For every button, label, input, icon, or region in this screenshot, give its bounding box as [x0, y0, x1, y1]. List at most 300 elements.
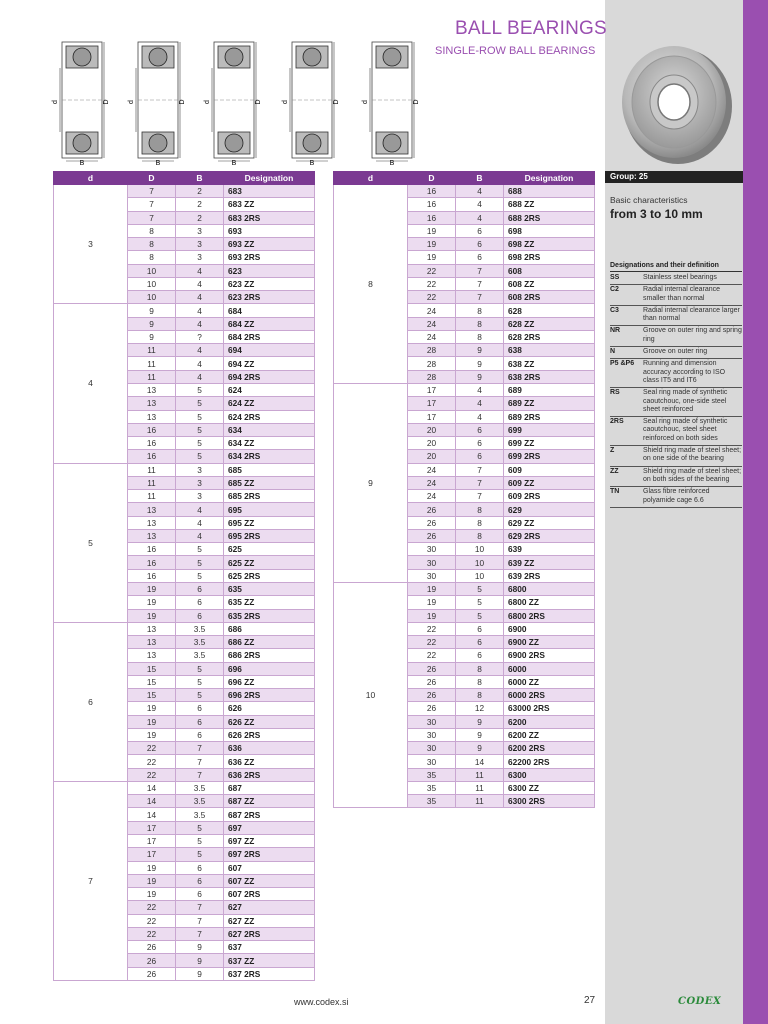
width-cell: 11 [456, 768, 504, 781]
width-cell: 8 [456, 689, 504, 702]
outer-diameter-cell: 30 [408, 755, 456, 768]
designation-cell: 639 [504, 543, 595, 556]
outer-diameter-cell: 16 [128, 543, 176, 556]
width-cell: 3.5 [176, 781, 224, 794]
designation-cell: 687 ZZ [224, 795, 315, 808]
designation-cell: 624 [224, 383, 315, 396]
designation-cell: 688 ZZ [504, 198, 595, 211]
designation-cell: 6000 [504, 662, 595, 675]
designation-code: NR [610, 327, 621, 335]
designation-cell: 625 ZZ [224, 556, 315, 569]
width-cell: 4 [176, 357, 224, 370]
designation-cell: 635 [224, 582, 315, 595]
width-cell: 7 [176, 914, 224, 927]
outer-diameter-cell: 22 [408, 649, 456, 662]
width-cell: 5 [176, 675, 224, 688]
designation-cell: 6300 ZZ [504, 781, 595, 794]
width-cell: 4 [456, 211, 504, 224]
width-cell: 9 [456, 742, 504, 755]
designation-cell: 626 2RS [224, 728, 315, 741]
width-cell: ? [176, 330, 224, 343]
outer-diameter-cell: 14 [128, 781, 176, 794]
label-B: B [155, 160, 161, 166]
width-cell: 5 [176, 410, 224, 423]
designation-item [610, 446, 742, 467]
bearing-drawing-5 [362, 42, 420, 166]
outer-diameter-cell: 13 [128, 397, 176, 410]
outer-diameter-cell: 14 [128, 795, 176, 808]
designation-cell: 688 2RS [504, 211, 595, 224]
outer-diameter-cell: 22 [128, 755, 176, 768]
page-title: BALL BEARINGS [455, 18, 607, 39]
width-cell: 14 [456, 755, 504, 768]
outer-diameter-cell: 30 [408, 543, 456, 556]
outer-diameter-cell: 30 [408, 556, 456, 569]
designation-cell: 684 ZZ [224, 317, 315, 330]
width-cell: 9 [456, 357, 504, 370]
outer-diameter-cell: 20 [408, 437, 456, 450]
designation-item [610, 359, 742, 388]
outer-diameter-cell: 13 [128, 636, 176, 649]
width-cell: 10 [456, 556, 504, 569]
outer-diameter-cell: 26 [408, 702, 456, 715]
width-cell: 7 [176, 901, 224, 914]
width-cell: 5 [176, 569, 224, 582]
designation-cell: 697 ZZ [224, 835, 315, 848]
width-cell: 6 [456, 423, 504, 436]
designation-definition: Seal ring made of synthetic caoutchouc, one-side steel sheet reinforced [643, 389, 728, 413]
outer-diameter-cell: 24 [408, 476, 456, 489]
width-cell: 6 [176, 728, 224, 741]
designation-cell: 696 ZZ [224, 675, 315, 688]
outer-diameter-cell: 14 [128, 808, 176, 821]
designation-cell: 628 [504, 304, 595, 317]
bearing-photo [618, 40, 738, 168]
outer-diameter-cell: 13 [128, 622, 176, 635]
designation-cell: 634 [224, 423, 315, 436]
outer-diameter-cell: 19 [408, 609, 456, 622]
table-row [54, 622, 315, 635]
outer-diameter-cell: 35 [408, 781, 456, 794]
table-row [54, 463, 315, 476]
designation-cell: 627 [224, 901, 315, 914]
outer-diameter-cell: 26 [128, 954, 176, 967]
designations-list [610, 273, 742, 508]
basic-characteristics-label: Basic characteristics [610, 195, 688, 205]
outer-diameter-cell: 26 [408, 662, 456, 675]
designation-cell: 6200 ZZ [504, 728, 595, 741]
designation-cell: 693 2RS [224, 251, 315, 264]
outer-diameter-cell: 19 [128, 702, 176, 715]
designation-cell: 637 [224, 941, 315, 954]
table-row [334, 185, 595, 198]
designation-cell: 635 ZZ [224, 596, 315, 609]
width-cell: 5 [176, 423, 224, 436]
designation-cell: 6800 2RS [504, 609, 595, 622]
outer-diameter-cell: 26 [128, 967, 176, 980]
width-cell: 6 [456, 437, 504, 450]
width-cell: 7 [456, 264, 504, 277]
width-cell: 3 [176, 476, 224, 489]
width-cell: 4 [456, 198, 504, 211]
designation-cell: 625 [224, 543, 315, 556]
outer-diameter-cell: 19 [408, 251, 456, 264]
designation-cell: 696 2RS [224, 689, 315, 702]
width-cell: 3.5 [176, 649, 224, 662]
brand-logo: CODEX [678, 996, 722, 1007]
width-cell: 6 [456, 238, 504, 251]
outer-diameter-cell: 16 [128, 569, 176, 582]
designation-cell: 6900 2RS [504, 649, 595, 662]
designation-code: TN [610, 488, 620, 496]
width-cell: 8 [456, 516, 504, 529]
designation-cell: 607 2RS [224, 888, 315, 901]
designation-cell: 623 [224, 264, 315, 277]
outer-diameter-cell: 19 [408, 224, 456, 237]
width-cell: 9 [176, 967, 224, 980]
designation-cell: 636 2RS [224, 768, 315, 781]
designation-cell: 636 [224, 742, 315, 755]
width-cell: 5 [176, 689, 224, 702]
designation-cell: 62200 2RS [504, 755, 595, 768]
outer-diameter-cell: 11 [128, 490, 176, 503]
designation-definition: Groove on outer ring and spring ring [643, 327, 742, 343]
width-cell: 9 [456, 715, 504, 728]
bearing-table-right [333, 171, 595, 808]
width-cell: 7 [456, 291, 504, 304]
designation-cell: 688 [504, 185, 595, 198]
width-cell: 7 [176, 755, 224, 768]
designation-cell: 687 2RS [224, 808, 315, 821]
designation-definition: Shield ring made of steel sheet; on one side of the bearing [643, 447, 742, 463]
designation-cell: 686 [224, 622, 315, 635]
col-header-D: D [408, 172, 456, 185]
designation-cell: 6200 2RS [504, 742, 595, 755]
width-cell: 6 [176, 888, 224, 901]
width-cell: 9 [176, 954, 224, 967]
label-d: d [52, 100, 59, 104]
width-cell: 12 [456, 702, 504, 715]
designation-cell: 686 ZZ [224, 636, 315, 649]
designation-code: RS [610, 389, 620, 397]
outer-diameter-cell: 16 [408, 198, 456, 211]
outer-diameter-cell: 24 [408, 317, 456, 330]
col-header-designation: Designation [504, 172, 595, 185]
bearing-drawings [50, 38, 430, 166]
bearing-table-left [53, 171, 315, 981]
outer-diameter-cell: 8 [128, 224, 176, 237]
width-cell: 5 [176, 662, 224, 675]
designation-cell: 694 ZZ [224, 357, 315, 370]
outer-diameter-cell: 28 [408, 357, 456, 370]
width-cell: 3 [176, 224, 224, 237]
page-number: 27 [584, 995, 596, 1006]
outer-diameter-cell: 16 [128, 423, 176, 436]
designation-cell: 689 ZZ [504, 397, 595, 410]
designation-cell: 699 ZZ [504, 437, 595, 450]
width-cell: 4 [456, 185, 504, 198]
designation-item [610, 417, 742, 446]
designation-cell: 683 [224, 185, 315, 198]
outer-diameter-cell: 13 [128, 649, 176, 662]
outer-diameter-cell: 16 [128, 556, 176, 569]
width-cell: 5 [176, 835, 224, 848]
label-d: d [128, 100, 135, 104]
width-cell: 4 [456, 383, 504, 396]
width-cell: 11 [456, 795, 504, 808]
outer-diameter-cell: 13 [128, 529, 176, 542]
label-B: B [389, 160, 395, 166]
col-header-designation: Designation [224, 172, 315, 185]
designation-cell: 686 2RS [224, 649, 315, 662]
outer-diameter-cell: 17 [408, 410, 456, 423]
outer-diameter-cell: 19 [408, 582, 456, 595]
width-cell: 6 [456, 636, 504, 649]
outer-diameter-cell: 16 [408, 211, 456, 224]
outer-diameter-cell: 17 [128, 835, 176, 848]
width-cell: 3 [176, 463, 224, 476]
designation-cell: 684 [224, 304, 315, 317]
accent-stripe [743, 0, 768, 1024]
outer-diameter-cell: 22 [128, 742, 176, 755]
designation-cell: 694 2RS [224, 370, 315, 383]
col-header-d: d [54, 172, 128, 185]
outer-diameter-cell: 8 [128, 251, 176, 264]
width-cell: 4 [456, 410, 504, 423]
width-cell: 7 [456, 277, 504, 290]
width-cell: 8 [456, 330, 504, 343]
width-cell: 4 [176, 264, 224, 277]
designation-item [610, 467, 742, 488]
outer-diameter-cell: 16 [128, 437, 176, 450]
outer-diameter-cell: 19 [128, 861, 176, 874]
outer-diameter-cell: 17 [128, 821, 176, 834]
designation-cell: 683 2RS [224, 211, 315, 224]
table-row [54, 781, 315, 794]
width-cell: 7 [456, 463, 504, 476]
outer-diameter-cell: 28 [408, 370, 456, 383]
designation-cell: 628 ZZ [504, 317, 595, 330]
designation-cell: 639 2RS [504, 569, 595, 582]
width-cell: 5 [176, 397, 224, 410]
outer-diameter-cell: 19 [128, 874, 176, 887]
designation-cell: 685 [224, 463, 315, 476]
width-cell: 4 [176, 503, 224, 516]
designation-cell: 609 [504, 463, 595, 476]
designation-cell: 6900 ZZ [504, 636, 595, 649]
outer-diameter-cell: 30 [408, 728, 456, 741]
width-cell: 5 [456, 582, 504, 595]
designation-cell: 625 2RS [224, 569, 315, 582]
outer-diameter-cell: 19 [128, 715, 176, 728]
label-D: D [333, 99, 340, 105]
designation-cell: 638 2RS [504, 370, 595, 383]
designation-cell: 689 2RS [504, 410, 595, 423]
width-cell: 11 [456, 781, 504, 794]
outer-diameter-cell: 22 [408, 264, 456, 277]
designation-cell: 608 2RS [504, 291, 595, 304]
designation-cell: 628 2RS [504, 330, 595, 343]
width-cell: 5 [176, 821, 224, 834]
width-cell: 9 [176, 941, 224, 954]
width-cell: 8 [456, 304, 504, 317]
outer-diameter-cell: 11 [128, 357, 176, 370]
outer-diameter-cell: 26 [128, 941, 176, 954]
designation-cell: 694 [224, 344, 315, 357]
designation-cell: 624 2RS [224, 410, 315, 423]
designation-cell: 695 ZZ [224, 516, 315, 529]
outer-diameter-cell: 9 [128, 304, 176, 317]
designation-cell: 6900 [504, 622, 595, 635]
outer-diameter-cell: 30 [408, 569, 456, 582]
outer-diameter-cell: 16 [128, 450, 176, 463]
designation-cell: 638 [504, 344, 595, 357]
outer-diameter-cell: 13 [128, 383, 176, 396]
outer-diameter-cell: 13 [128, 410, 176, 423]
designation-cell: 689 [504, 383, 595, 396]
width-cell: 4 [176, 304, 224, 317]
designation-code: P5 &P6 [610, 360, 635, 368]
width-cell: 3.5 [176, 622, 224, 635]
width-cell: 3 [176, 251, 224, 264]
width-cell: 5 [176, 543, 224, 556]
outer-diameter-cell: 17 [128, 848, 176, 861]
col-header-B: B [176, 172, 224, 185]
designation-cell: 693 ZZ [224, 238, 315, 251]
designation-cell: 6200 [504, 715, 595, 728]
table-row [54, 304, 315, 317]
outer-diameter-cell: 16 [408, 185, 456, 198]
width-cell: 3.5 [176, 808, 224, 821]
designation-cell: 6800 ZZ [504, 596, 595, 609]
outer-diameter-cell: 9 [128, 317, 176, 330]
outer-diameter-cell: 22 [128, 927, 176, 940]
outer-diameter-cell: 28 [408, 344, 456, 357]
outer-diameter-cell: 22 [128, 768, 176, 781]
designation-item [610, 347, 742, 359]
designation-cell: 629 [504, 503, 595, 516]
designation-cell: 699 [504, 423, 595, 436]
width-cell: 3 [176, 490, 224, 503]
designation-item [610, 306, 742, 327]
designation-code: N [610, 348, 616, 356]
designation-cell: 6300 [504, 768, 595, 781]
designation-cell: 683 ZZ [224, 198, 315, 211]
designation-cell: 635 2RS [224, 609, 315, 622]
designation-cell: 623 ZZ [224, 277, 315, 290]
designation-cell: 637 2RS [224, 967, 315, 980]
bearing-drawing-2 [128, 42, 186, 166]
designation-cell: 699 2RS [504, 450, 595, 463]
designation-cell: 6800 [504, 582, 595, 595]
outer-diameter-cell: 11 [128, 370, 176, 383]
designation-cell: 627 ZZ [224, 914, 315, 927]
outer-diameter-cell: 19 [128, 582, 176, 595]
width-cell: 4 [176, 516, 224, 529]
width-cell: 6 [456, 224, 504, 237]
designation-cell: 698 [504, 224, 595, 237]
width-cell: 7 [456, 476, 504, 489]
outer-diameter-cell: 20 [408, 423, 456, 436]
table-row [334, 383, 595, 396]
bore-diameter-cell: 8 [334, 185, 408, 384]
label-D: D [103, 99, 110, 105]
designation-cell: 609 2RS [504, 490, 595, 503]
outer-diameter-cell: 24 [408, 304, 456, 317]
width-cell: 4 [176, 529, 224, 542]
label-D: D [413, 99, 420, 105]
outer-diameter-cell: 10 [128, 264, 176, 277]
bearing-drawing-4 [282, 42, 340, 166]
width-cell: 7 [176, 927, 224, 940]
width-cell: 6 [456, 450, 504, 463]
outer-diameter-cell: 11 [128, 463, 176, 476]
outer-diameter-cell: 19 [408, 238, 456, 251]
designation-cell: 629 ZZ [504, 516, 595, 529]
width-cell: 6 [456, 622, 504, 635]
designation-item [610, 326, 742, 347]
designation-cell: 624 ZZ [224, 397, 315, 410]
designation-cell: 685 2RS [224, 490, 315, 503]
width-cell: 4 [176, 370, 224, 383]
outer-diameter-cell: 7 [128, 211, 176, 224]
width-cell: 5 [176, 450, 224, 463]
width-cell: 3.5 [176, 795, 224, 808]
width-cell: 8 [456, 529, 504, 542]
label-d: d [362, 100, 369, 104]
designation-cell: 608 ZZ [504, 277, 595, 290]
width-cell: 6 [456, 649, 504, 662]
label-d: d [282, 100, 289, 104]
width-cell: 5 [176, 383, 224, 396]
outer-diameter-cell: 24 [408, 490, 456, 503]
width-cell: 6 [176, 609, 224, 622]
designation-cell: 695 2RS [224, 529, 315, 542]
width-cell: 6 [176, 596, 224, 609]
width-cell: 4 [176, 344, 224, 357]
width-cell: 5 [176, 556, 224, 569]
outer-diameter-cell: 11 [128, 344, 176, 357]
width-cell: 5 [456, 609, 504, 622]
outer-diameter-cell: 26 [408, 516, 456, 529]
outer-diameter-cell: 24 [408, 330, 456, 343]
outer-diameter-cell: 30 [408, 715, 456, 728]
width-cell: 4 [456, 397, 504, 410]
designation-item [610, 285, 742, 306]
width-cell: 5 [176, 437, 224, 450]
label-d: d [204, 100, 211, 104]
designation-cell: 637 ZZ [224, 954, 315, 967]
outer-diameter-cell: 19 [128, 596, 176, 609]
designation-definition: Seal ring made of synthetic caoutchouc, steel sheet reinforced on both sides [643, 418, 728, 442]
outer-diameter-cell: 19 [128, 888, 176, 901]
outer-diameter-cell: 20 [408, 450, 456, 463]
outer-diameter-cell: 13 [128, 503, 176, 516]
outer-diameter-cell: 22 [408, 622, 456, 635]
outer-diameter-cell: 11 [128, 476, 176, 489]
width-cell: 6 [456, 251, 504, 264]
designation-cell: 697 2RS [224, 848, 315, 861]
footer-url[interactable]: www.codex.si [294, 997, 349, 1007]
designation-cell: 6000 2RS [504, 689, 595, 702]
col-header-B: B [456, 172, 504, 185]
outer-diameter-cell: 22 [128, 914, 176, 927]
designation-item [610, 487, 742, 508]
designation-cell: 607 [224, 861, 315, 874]
table-row [334, 582, 595, 595]
size-range: from 3 to 10 mm [610, 207, 703, 221]
label-D: D [255, 99, 262, 105]
